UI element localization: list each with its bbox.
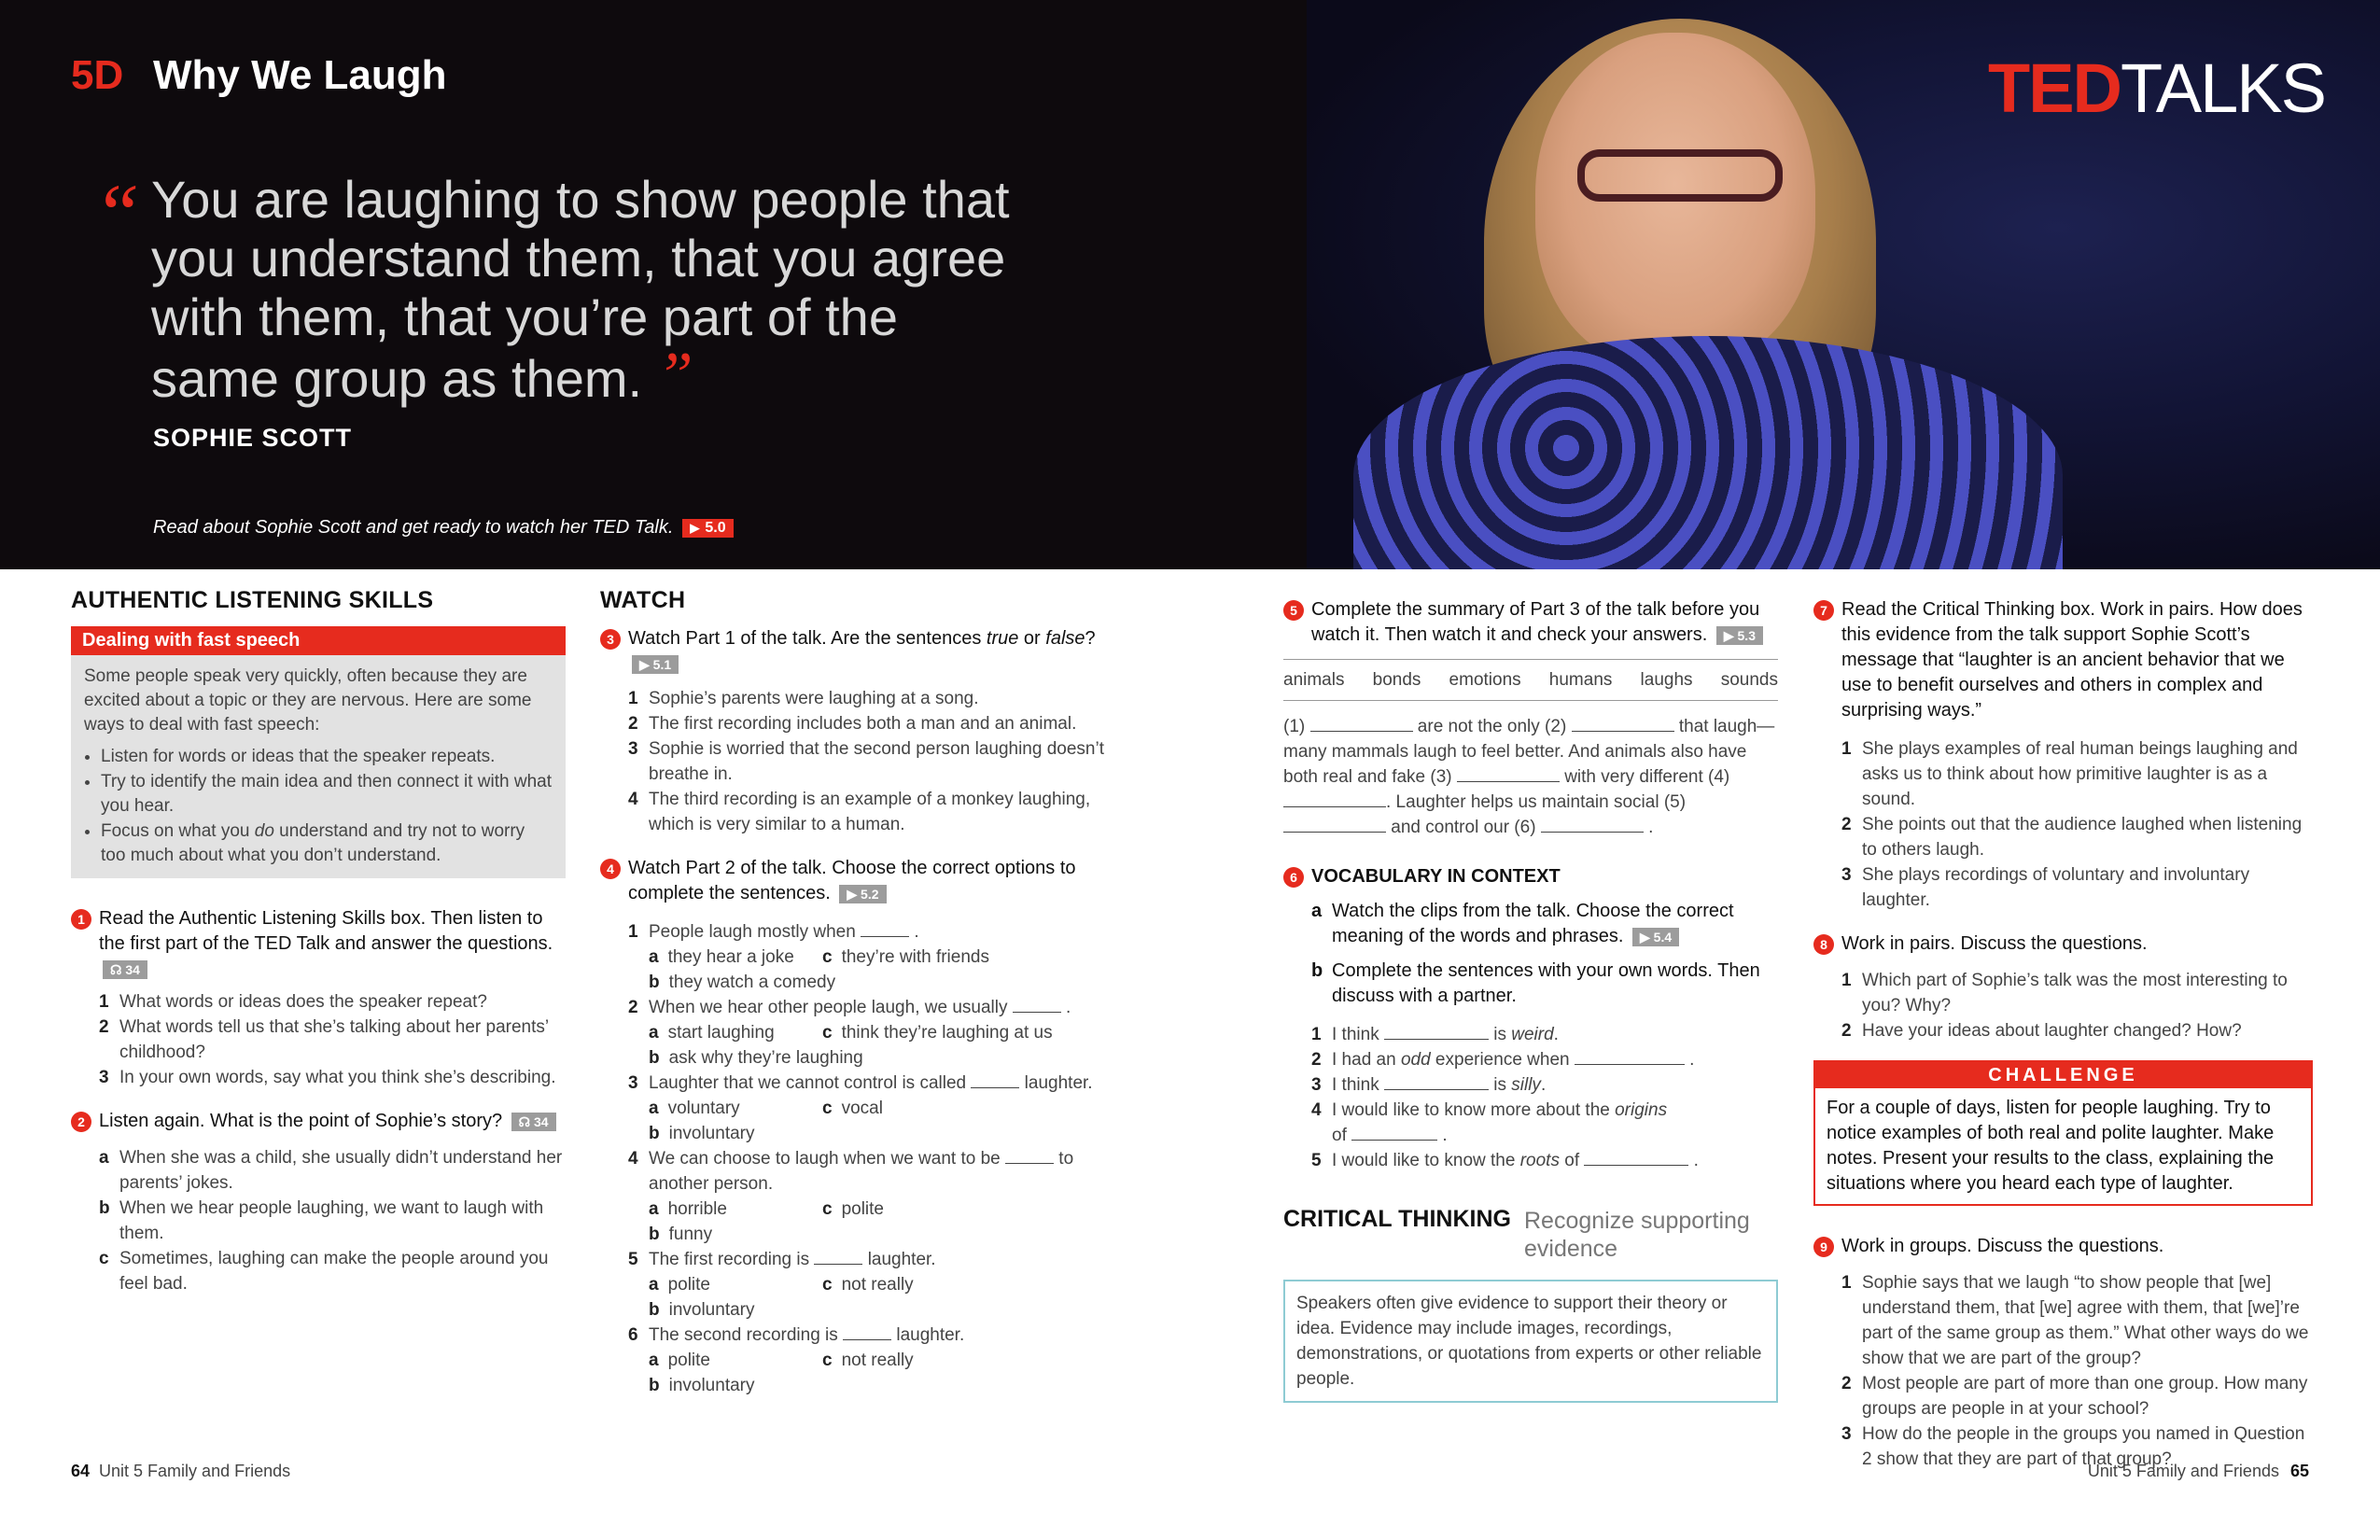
option-row: b involuntary [649, 1300, 755, 1320]
play-icon: ▶ [1723, 627, 1734, 643]
exercise-9-items [1813, 1270, 2313, 1472]
skills-box-title: Dealing with fast speech [71, 626, 566, 655]
option-row: a polite c not really [649, 1275, 914, 1295]
column-watch [600, 588, 1104, 1398]
challenge-text: For a couple of days, listen for people laughing. Try to notice examples of both real and polite laughter. Make notes. Present your results to the class, explaining the situations where you heard each type of laughter. [1827, 1098, 2275, 1194]
blank-field[interactable] [1575, 1047, 1685, 1065]
play-icon: ▶ [847, 886, 858, 902]
headphones-icon: ☊ [110, 961, 122, 977]
list-item: 6 The second recording is laughter. [628, 1323, 1104, 1348]
blank-field[interactable] [1572, 714, 1674, 732]
exercise-number: 6 [1283, 867, 1304, 888]
ted-talks-logo: TEDTALKS [1988, 49, 2325, 127]
column-listening [71, 588, 566, 1296]
exercise-6a: a Watch the clips from the talk. Choose the correct meaning of the words and phrases. ▶ 5.4 [1311, 901, 1734, 946]
list-item: 5 I would like to know the roots of . [1311, 1148, 1778, 1173]
option-row: b they watch a comedy [649, 973, 836, 992]
unit-code: 5D [71, 52, 124, 98]
list-item: 2 Most people are part of more than one group. How many groups are people in at your school? [1841, 1374, 2308, 1419]
exercise-number: 2 [71, 1112, 91, 1132]
list-item: 3 Sophie is worried that the second person laughing doesn’t breathe in. [628, 739, 1104, 784]
video-tag[interactable]: ▶ 5.3 [1716, 626, 1763, 645]
skills-bullet: • Listen for words or ideas that the speaker repeats. [101, 745, 553, 769]
list-item: 2 The first recording includes both a man and an animal. [628, 714, 1077, 734]
exercise-8-items [1813, 968, 2313, 1043]
option-row: b funny [649, 1225, 713, 1244]
list-item: 2 What words tell us that she’s talking about her parents’ childhood? [99, 1017, 549, 1062]
exercise-1: 1 Read the Authentic Listening Skills box. Then listen to the first part of the TED Talk and answer the questions. ☊ 34 [71, 906, 566, 982]
list-item: 4 The third recording is an example of a monkey laughing, which is very similar to a human. [628, 790, 1091, 834]
list-item: 3 I think is silly. [1311, 1072, 1778, 1098]
list-item: 1 What words or ideas does the speaker repeat? [99, 992, 487, 1012]
critical-thinking-heading: CRITICAL THINKING Recognize supporting evidence [1283, 1206, 1750, 1262]
list-item: 1 Sophie’s parents were laughing at a song. [628, 689, 979, 708]
list-item: 3 Laughter that we cannot control is called laughter. [628, 1071, 1104, 1096]
word-option: bonds [1372, 670, 1421, 690]
option-row: a polite c not really [649, 1351, 914, 1370]
list-item: a When she was a child, she usually didn’t understand her parents’ jokes. [99, 1148, 563, 1193]
blank-field[interactable] [1310, 714, 1413, 732]
word-option: sounds [1720, 670, 1778, 690]
exercise-7: 7 Read the Critical Thinking box. Work in pairs. How does this evidence from the talk support Sophie Scott’s message that “laughter is an ancient behavior that we use to benefit ourselves and others in complex and surprising ways.” [1813, 597, 2313, 723]
critical-thinking-box: Speakers often give evidence to support their theory or idea. Evidence may include images, recordings, demonstrations, or quotations from experts or other reliable people. [1283, 1280, 1778, 1403]
blank-field[interactable] [1384, 1022, 1489, 1040]
list-item: 1 People laugh mostly when . [628, 919, 1104, 945]
exercise-number: 8 [1813, 934, 1834, 955]
word-option: laughs [1640, 670, 1693, 690]
option-row: b ask why they’re laughing [649, 1048, 863, 1068]
headphones-icon: ☊ [518, 1113, 531, 1129]
play-icon: ▶ [1639, 929, 1650, 945]
option-row: a horrible c polite [649, 1199, 884, 1219]
list-item: 4 I would like to know more about the origins of . [1311, 1100, 1668, 1145]
list-item: 3 She plays recordings of voluntary and involuntary laughter. [1841, 865, 2250, 910]
word-box [1283, 659, 1778, 701]
page-number: 64 [71, 1462, 91, 1480]
exercise-1-items [71, 989, 566, 1090]
option-row: b involuntary [649, 1376, 755, 1395]
list-item: 3 In your own words, say what you think she’s describing. [99, 1068, 556, 1087]
exercise-5: 5 Complete the summary of Part 3 of the talk before you watch it. Then watch it and check your answers. ▶ 5.3 [1283, 597, 1778, 648]
blank-field[interactable] [1541, 815, 1644, 833]
skills-bullet: • Focus on what you do understand and try not to worry too much about what you don’t understand. [101, 819, 553, 868]
video-tag[interactable]: ▶ 5.0 [682, 519, 733, 538]
skills-bullet: • Try to identify the main idea and then connect it with what you hear. [101, 770, 553, 819]
list-item: c Sometimes, laughing can make the people around you feel bad. [99, 1249, 549, 1294]
exercise-2-items [71, 1145, 566, 1296]
exercise-number: 4 [600, 859, 621, 879]
exercise-8: 8 Work in pairs. Discuss the questions. [1813, 931, 2313, 957]
section-heading-watch: WATCH [600, 587, 686, 613]
list-item: b When we hear people laughing, we want to laugh with them. [99, 1198, 544, 1243]
option-row: a they hear a joke c they’re with friends [649, 947, 989, 967]
quote-close-icon: ” [656, 340, 693, 412]
exercise-number: 7 [1813, 600, 1834, 621]
list-item: 5 The first recording is laughter. [628, 1247, 1104, 1272]
exercise-3-items [600, 686, 1104, 837]
list-item: 2 When we hear other people laugh, we usually . [628, 995, 1104, 1020]
list-item: 1 I think is weird. [1311, 1022, 1778, 1047]
challenge-box [1813, 1060, 2313, 1206]
word-option: emotions [1449, 670, 1521, 690]
speaker-photo-glasses [1577, 149, 1783, 202]
exercise-6: 6 VOCABULARY IN CONTEXT [1283, 864, 1778, 889]
pull-quote: You are laughing to show people that you understand them, that you agree with them, that you’re part of the same group as them. ” [151, 170, 1010, 412]
footer-left: 64 Unit 5 Family and Friends [71, 1462, 291, 1480]
blank-field[interactable] [1283, 815, 1386, 833]
option-row: a voluntary c vocal [649, 1099, 883, 1118]
exercise-number: 3 [600, 629, 621, 650]
option-row: b involuntary [649, 1124, 755, 1143]
list-item: 2 I had an odd experience when . [1311, 1047, 1778, 1072]
list-item: 1 Which part of Sophie’s talk was the most interesting to you? Why? [1841, 971, 2288, 1015]
exercise-9: 9 Work in groups. Discuss the questions. [1813, 1234, 2313, 1259]
word-option: humans [1548, 670, 1613, 690]
audio-track-tag[interactable]: ☊ 34 [103, 960, 147, 979]
blank-field[interactable] [1457, 764, 1560, 782]
video-tag[interactable]: ▶ 5.2 [839, 885, 886, 903]
list-item: 3 How do the people in the groups you named in Question 2 show that they are part of that group? [1841, 1424, 2305, 1469]
exercise-4-items [600, 919, 1104, 1398]
skills-box: Some people speak very quickly, often because they are excited about a topic or they are nervous. Here are some ways to deal with fast speech: • Listen for words or ideas that the speaker repeats. • Try to identify the main idea and then connect it with what you hear. • Focus on what you do understand and try not to worry too much about what you don’t understand. [71, 655, 566, 878]
column-discussion [1813, 597, 2313, 1472]
list-item: 1 She plays examples of real human beings laughing and asks us to think about how primitive laughter is as a sound. [1841, 739, 2298, 809]
option-row: a start laughing c think they’re laughing at us [649, 1023, 1053, 1043]
exercise-number: 1 [71, 909, 91, 930]
exercise-3: 3 Watch Part 1 of the talk. Are the sentences true or false? ▶ 5.1 [600, 626, 1104, 677]
video-tag[interactable]: ▶ 5.4 [1632, 928, 1679, 946]
quote-author: SOPHIE SCOTT [153, 424, 353, 452]
list-item: 4 We can choose to laugh when we want to be to another person. [628, 1146, 1104, 1197]
video-tag[interactable]: ▶ 5.1 [632, 655, 679, 674]
exercise-7-items [1813, 736, 2313, 913]
exercise-6b: b Complete the sentences with your own words. Then discuss with a partner. [1311, 960, 1760, 1006]
blank-field[interactable] [1351, 1123, 1437, 1141]
quote-open-icon: “ [93, 168, 141, 260]
exercise-2: 2 Listen again. What is the point of Sophie’s story? ☊ 34 [71, 1109, 566, 1134]
word-option: animals [1283, 670, 1345, 690]
list-item: 2 Have your ideas about laughter changed? How? [1841, 1021, 2242, 1041]
play-icon: ▶ [639, 656, 650, 672]
challenge-title: CHALLENGE [1815, 1062, 2311, 1088]
list-item: 1 Sophie says that we laugh “to show people that [we] understand them, that [we] agree with them, that [we]’re part of the same group as them.” What other ways do we show that we are part of the group? [1841, 1273, 2309, 1368]
blank-field[interactable] [1384, 1072, 1489, 1090]
section-heading-listening: AUTHENTIC LISTENING SKILLS [71, 587, 434, 613]
summary-text: (1) are not the only (2) that laugh—many mammals laugh to feel better. And animals also have both real and fake (3) with very different (4) . Laughter helps us maintain social (5) and control our (6) . [1283, 714, 1778, 840]
column-summary [1283, 597, 1778, 1403]
blank-field[interactable] [1584, 1148, 1688, 1166]
blank-field[interactable] [1283, 790, 1386, 807]
exercise-number: 9 [1813, 1237, 1834, 1257]
page-number: 65 [2289, 1462, 2309, 1480]
exercise-number: 5 [1283, 600, 1304, 621]
exercise-4: 4 Watch Part 2 of the talk. Choose the correct options to complete the sentences. ▶ 5.2 [600, 856, 1104, 906]
play-icon: ▶ [690, 520, 700, 535]
list-item: 2 She points out that the audience laughed when listening to others laugh. [1841, 815, 2303, 860]
footer-right: Unit 5 Family and Friends 65 [2087, 1462, 2309, 1480]
read-about-text: Read about Sophie Scott and get ready to watch her TED Talk. ▶ 5.0 [153, 517, 734, 539]
page-title: Why We Laugh [153, 52, 447, 98]
audio-track-tag[interactable]: ☊ 34 [511, 1113, 556, 1131]
exercise-6-items [1283, 1022, 1778, 1173]
